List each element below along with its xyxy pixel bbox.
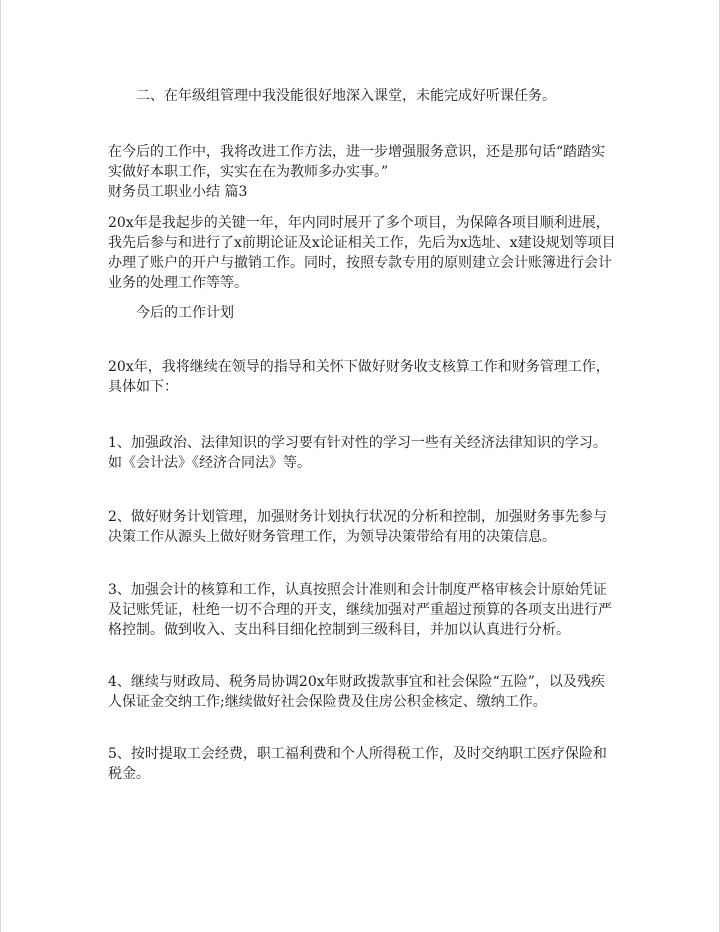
subheading-work-plan: 今后的工作计划 <box>136 305 234 321</box>
section-heading: 财务员工职业小结 篇3 <box>108 184 248 200</box>
paragraph-year-review: 20x年是我起步的关键一年，年内同时展开了多个项目，为保障各项目顺利进展，我先后参与和进行了x前期论证及x论证相关工作，先后为x选址、x建设规划等项目办理了账户的开户与撤销工作。同时，按照专款专用的原则建立会计账簿进行会计业务的处理工作等等。 <box>108 215 616 291</box>
paragraph-class-observation: 二、在年级组管理中我没能很好地深入课堂，未能完成好听课任务。 <box>136 88 556 104</box>
paragraph-future-work: 在今后的工作中，我将改进工作方法，进一步增强服务意识，还是那句话“踏踏实实做好本职工作，实实在在为教师多办实事。” <box>108 144 606 180</box>
list-item-5: 5、按时提取工会经费，职工福利费和个人所得税工作，及时交纳职工医疗保险和税金。 <box>108 746 607 782</box>
paragraph-plan-intro: 20x年，我将继续在领导的指导和关怀下做好财务收支核算工作和财务管理工作，具体如下： <box>108 359 610 395</box>
list-item-4: 4、继续与财政局、税务局协调20x年财政拨款事宜和社会保险“五险”，以及残疾人保证金交纳工作;继续做好社会保险费及住房公积金核定、缴纳工作。 <box>108 674 605 710</box>
list-item-2: 2、做好财务计划管理，加强财务计划执行状况的分析和控制，加强财务事先参与决策工作从源头上做好财务管理工作，为领导决策带给有用的决策信息。 <box>108 509 607 545</box>
list-item-3: 3、加强会计的核算和工作，认真按照会计准则和会计制度严格审核会计原始凭证及记账凭证，杜绝一切不合理的开支，继续加强对严重超过预算的各项支出进行严格控制。做到收入、支出科目细化控制到三级科目，并加以认真进行分析。 <box>108 582 612 638</box>
list-item-1: 1、加强政治、法律知识的学习要有针对性的学习一些有关经济法律知识的学习。如《会计法》《经济合同法》等。 <box>108 435 607 471</box>
